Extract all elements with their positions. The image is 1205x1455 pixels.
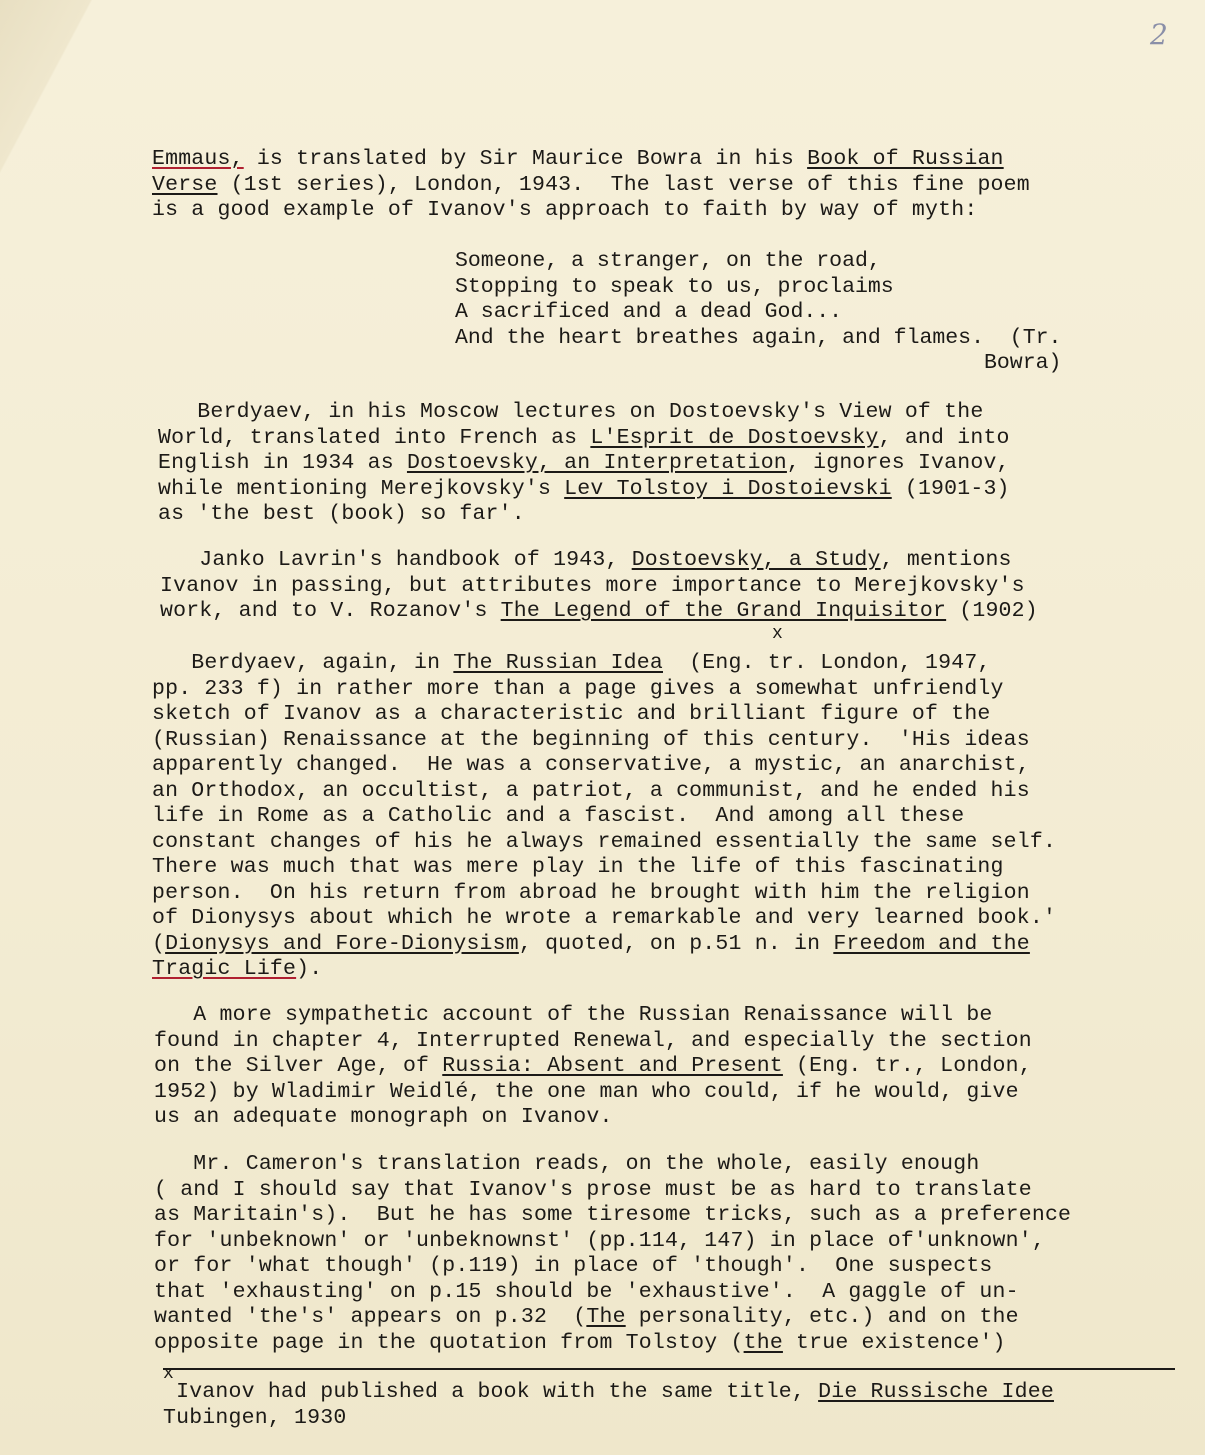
title-dostoevsky-interpretation: Dostoevsky, an Interpretation [406, 451, 787, 475]
paragraph-3 [160, 548, 1038, 625]
text-line: pp. 233 f) in rather more than a page gives a somewhat unfriendly [152, 676, 1004, 701]
title-legend-grand-inquisitor: The Legend of the Grand Inquisitor [500, 599, 947, 623]
text-line: us an adequate monograph on Ivanov. [154, 1105, 613, 1129]
text-line: or for 'what though' (p.119) in place of 'though'. One suspects [154, 1254, 993, 1278]
verse-line: Bowra) [455, 351, 1062, 375]
text-line: for 'unbeknown' or 'unbeknownst' (pp.114, 147) in place of'unknown', [154, 1228, 1045, 1253]
text-line: English in 1934 as [158, 451, 407, 475]
text-line: , and into [878, 425, 1010, 450]
title-emmaus: Emmaus, [152, 147, 244, 171]
text-line: is translated by Sir Maurice Bowra in his [256, 147, 808, 171]
text-line: (1901-3) [891, 476, 1010, 501]
text-line: life in Rome as a Catholic and a fascist. And among all these [152, 804, 965, 828]
footnote-text: Tubingen, 1930 [163, 1405, 347, 1430]
page-number: 2 [1150, 18, 1168, 51]
title-tragic-life: Tragic Life [152, 957, 297, 981]
text-line: apparently changed. He was a conservative, a mystic, an anarchist, [152, 753, 1030, 777]
text-line: A more sympathetic account of the Russian Renaissance will be [154, 1003, 993, 1027]
paragraph-1 [152, 147, 1030, 224]
text-line: of Dionysys about which he wrote a remarkable and very learned book.' [152, 906, 1057, 930]
paragraph-4 [152, 651, 1056, 983]
title-book-of-russian-verse: Book of Russian [807, 147, 1004, 171]
title-russian-idea: The Russian Idea [453, 651, 663, 675]
text-line: Berdyaev, in his Moscow lectures on Dostoevsky's View of the [158, 400, 984, 424]
verse-quote [455, 249, 1061, 377]
footnote-marker: x [772, 624, 783, 644]
footnote-rule [163, 1368, 1175, 1370]
text-line: work, and to V. Rozanov's [160, 599, 501, 623]
word-the: The [586, 1305, 626, 1329]
title-dionysys: Dionysys and Fore-Dionysism [165, 931, 519, 956]
text-line: sketch of Ivanov as a characteristic and brilliant figure of the [152, 702, 991, 726]
text-line: , quoted, on p.51 n. in [518, 931, 834, 956]
text-line: wanted 'the's' appears on p.32 ( [154, 1305, 587, 1329]
text-line: opposite page in the quotation from Tolstoy ( [154, 1330, 744, 1355]
text-line: ( [152, 931, 166, 956]
verse-line: Stopping to speak to us, proclaims [455, 274, 894, 299]
text-line: , ignores Ivanov, [786, 451, 1010, 475]
text-line: Berdyaev, again, in [152, 651, 454, 675]
folded-corner [0, 0, 95, 200]
text-line: as 'the best (book) so far'. [158, 502, 525, 526]
text-line: an Orthodox, an occultist, a patriot, a communist, and he ended his [152, 778, 1030, 803]
text-line: (Eng. tr., London, [782, 1054, 1032, 1078]
footnote-text: Ivanov had published a book with the same title, [163, 1380, 819, 1404]
text-line: (1902) [946, 599, 1038, 623]
footnote [163, 1380, 1054, 1431]
verse-line: A sacrificed and a dead God... [455, 300, 843, 324]
text-line: ). [296, 957, 323, 981]
verse-line: And the heart breathes again, and flames. (Tr. [455, 325, 1062, 350]
text-line: World, translated into French as [158, 425, 591, 450]
text-line: on the Silver Age, of [154, 1054, 443, 1078]
word-the: the [743, 1330, 783, 1355]
text-line: Mr. Cameron's translation reads, on the whole, easily enough [154, 1152, 980, 1176]
text-line: as Maritain's). But he has some tiresome tricks, such as a preference [154, 1203, 1072, 1227]
footnote-mark: x [163, 1364, 174, 1384]
text-line: personality, etc.) and on the [625, 1305, 1019, 1329]
text-line: Janko Lavrin's handbook of 1943, [160, 548, 632, 572]
text-line: person. On his return from abroad he brought with him the religion [152, 880, 1030, 905]
paragraph-5 [154, 1003, 1032, 1131]
text-line: that 'exhausting' on p.15 should be 'exhaustive'. A gaggle of un- [154, 1279, 1019, 1304]
text-line: ( and I should say that Ivanov's prose must be as hard to translate [154, 1177, 1032, 1202]
text-line: true existence') [782, 1330, 1006, 1355]
title-verse: Verse [152, 172, 218, 197]
title-lev-tolstoy: Lev Tolstoy i Dostoievski [564, 476, 892, 501]
title-russia-absent-present: Russia: Absent and Present [442, 1054, 783, 1078]
text-line: while mentioning Merejkovsky's [158, 476, 565, 501]
verse-line: Someone, a stranger, on the road, [455, 249, 881, 273]
title-die-russische-idee: Die Russische Idee [818, 1380, 1054, 1404]
paragraph-2 [158, 400, 1010, 528]
text-line: Ivanov in passing, but attributes more importance to Merejkovsky's [160, 573, 1025, 598]
text-line: is a good example of Ivanov's approach to faith by way of myth: [152, 198, 978, 222]
text-line: (Russian) Renaissance at the beginning of this century. 'His ideas [152, 727, 1030, 752]
paragraph-6 [154, 1152, 1071, 1356]
title-lesprit: L'Esprit de Dostoevsky [590, 425, 879, 450]
title-dostoevsky-study: Dostoevsky, a Study [631, 548, 881, 572]
text-line: , mentions [880, 548, 1012, 572]
text-line: (Eng. tr. London, 1947, [663, 651, 991, 675]
text-line: constant changes of his he always remained essentially the same self. [152, 829, 1057, 854]
title-freedom-tragic-life: Freedom and the [833, 931, 1030, 956]
text-line: (1st series), London, 1943. The last verse of this fine poem [230, 172, 1030, 197]
text-line: found in chapter 4, Interrupted Renewal, and especially the section [154, 1028, 1032, 1053]
text-line: 1952) by Wladimir Weidlé, the one man who could, if he would, give [154, 1079, 1019, 1104]
text-line: There was much that was mere play in the life of this fascinating [152, 855, 1004, 879]
